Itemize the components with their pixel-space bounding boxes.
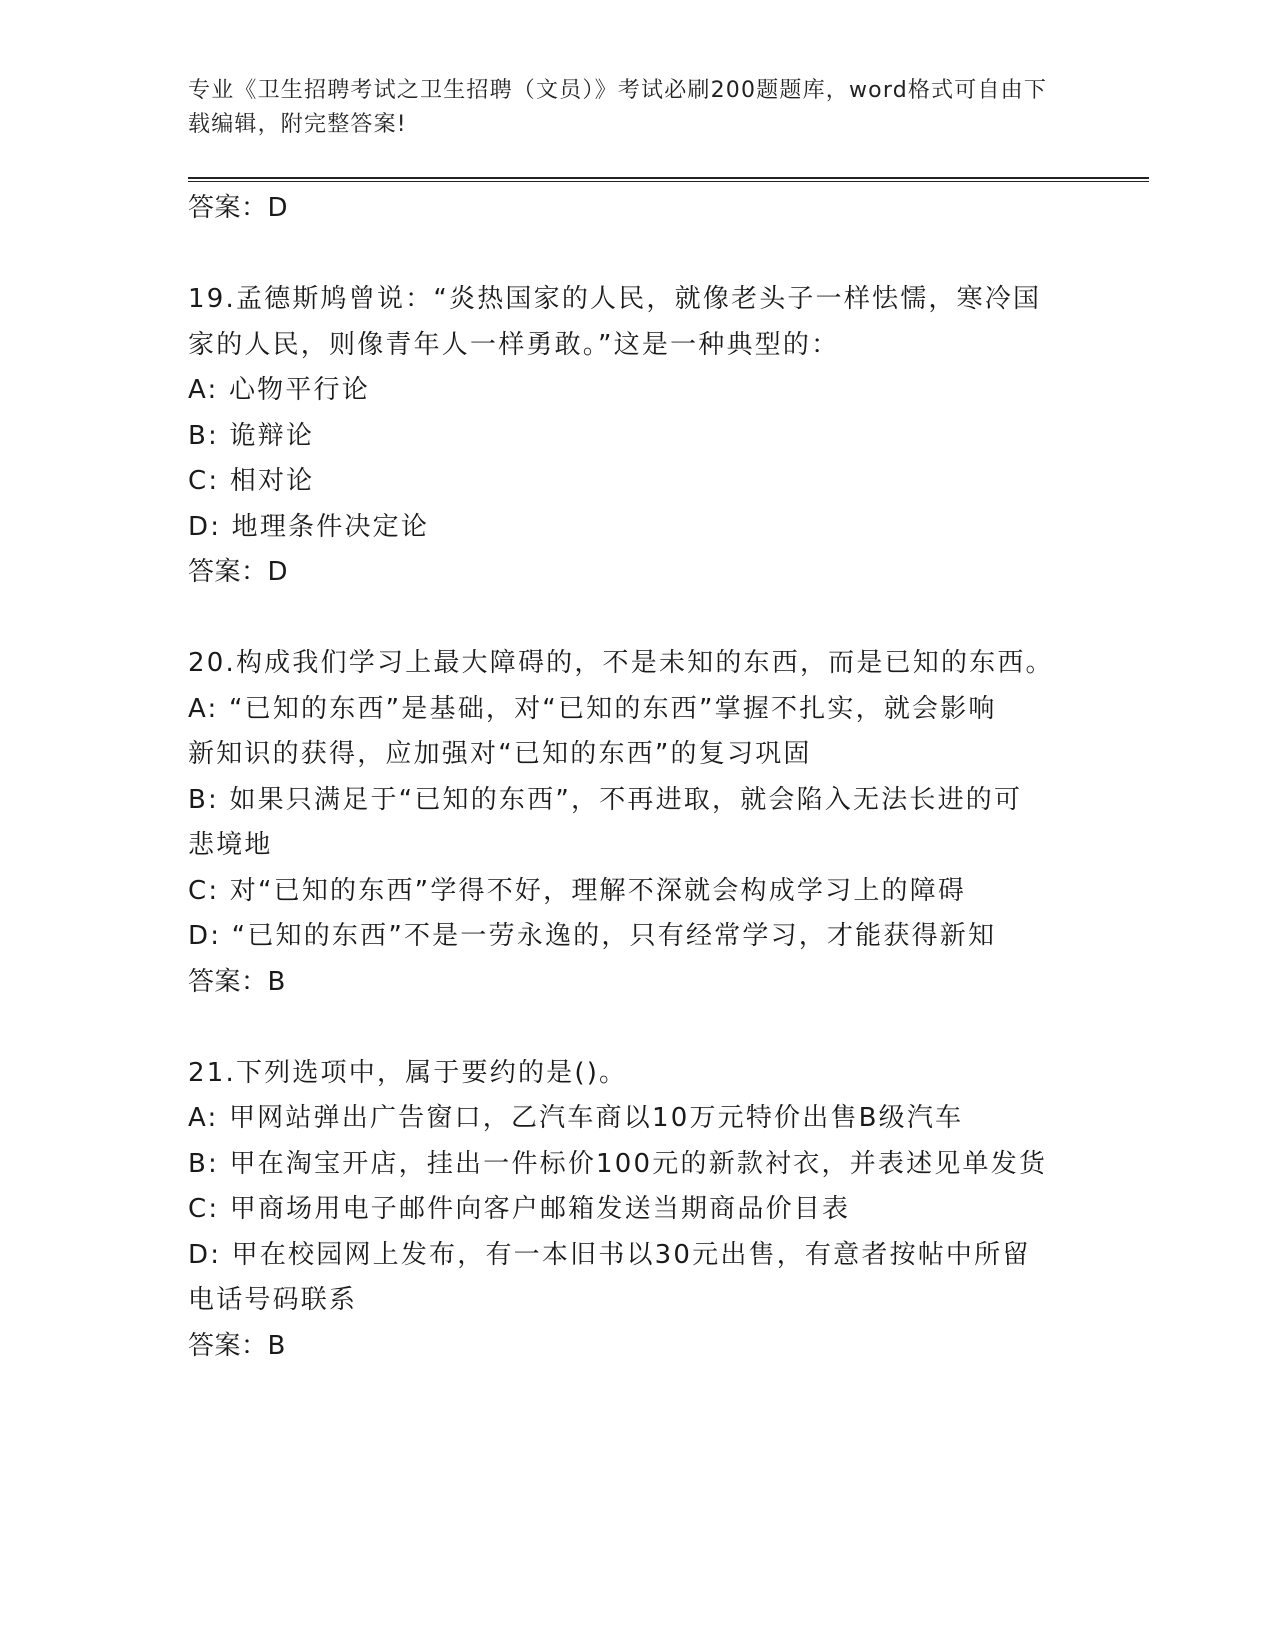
answer-line: 答案：B bbox=[188, 966, 286, 997]
document-header bbox=[188, 74, 1068, 142]
document-body bbox=[188, 186, 1068, 1369]
option-b: B: 如果只满足于“已知的东西”，不再进取，就会陷入无法长进的可 bbox=[188, 784, 1023, 815]
option-b-continued: 悲境地 bbox=[188, 830, 273, 860]
option-d-continued: 电话号码联系 bbox=[188, 1285, 358, 1315]
option-a-continued: 新知识的获得，应加强对“已知的东西”的复习巩固 bbox=[188, 739, 812, 769]
question-stem-line: 20.构成我们学习上最大障碍的，不是未知的东西，而是已知的东西。 bbox=[188, 648, 1054, 678]
question-19 bbox=[188, 277, 1068, 596]
question-stem-line: 19.孟德斯鸠曾说：“炎热国家的人民，就像老头子一样怯懦，寒冷国 bbox=[188, 284, 1042, 314]
spacer bbox=[188, 596, 1068, 642]
question-stem-line: 家的人民，则像青年人一样勇敢。”这是一种典型的： bbox=[188, 329, 840, 360]
option-b: B: 甲在淘宝开店，挂出一件标价100元的新款衬衣，并表述见单发货 bbox=[188, 1148, 1048, 1179]
option-d: D: 地理条件决定论 bbox=[188, 511, 430, 542]
answer-line: 答案：B bbox=[188, 1330, 286, 1361]
option-d: D: 甲在校园网上发布，有一本旧书以30元出售，有意者按帖中所留 bbox=[188, 1239, 1031, 1270]
spacer bbox=[188, 232, 1068, 278]
spacer bbox=[188, 1005, 1068, 1051]
option-d: D: “已知的东西”不是一劳永逸的，只有经常学习，才能获得新知 bbox=[188, 921, 997, 951]
answer-line: 答案：D bbox=[188, 557, 289, 587]
option-a: A: 甲网站弹出广告窗口，乙汽车商以10万元特价出售B级汽车 bbox=[188, 1103, 964, 1133]
option-b: B: 诡辩论 bbox=[188, 420, 315, 451]
header-divider bbox=[188, 177, 1149, 182]
question-21 bbox=[188, 1051, 1068, 1370]
answer-line: 答案：D bbox=[188, 193, 289, 223]
option-c: C: 甲商场用电子邮件向客户邮箱发送当期商品价目表 bbox=[188, 1194, 851, 1224]
option-c: C: 对“已知的东西”学得不好，理解不深就会构成学习上的障碍 bbox=[188, 875, 967, 906]
option-a: A: “已知的东西”是基础，对“已知的东西”掌握不扎实，就会影响 bbox=[188, 693, 997, 724]
question-stem-line: 21.下列选项中，属于要约的是()。 bbox=[188, 1057, 628, 1088]
question-20 bbox=[188, 641, 1068, 1005]
header-title: 专业《卫生招聘考试之卫生招聘（文员）》考试必刷200题题库，word格式可自由下载编辑，附完整答案! bbox=[188, 78, 1048, 137]
option-a: A: 心物平行论 bbox=[188, 375, 370, 405]
option-c: C: 相对论 bbox=[188, 466, 315, 496]
